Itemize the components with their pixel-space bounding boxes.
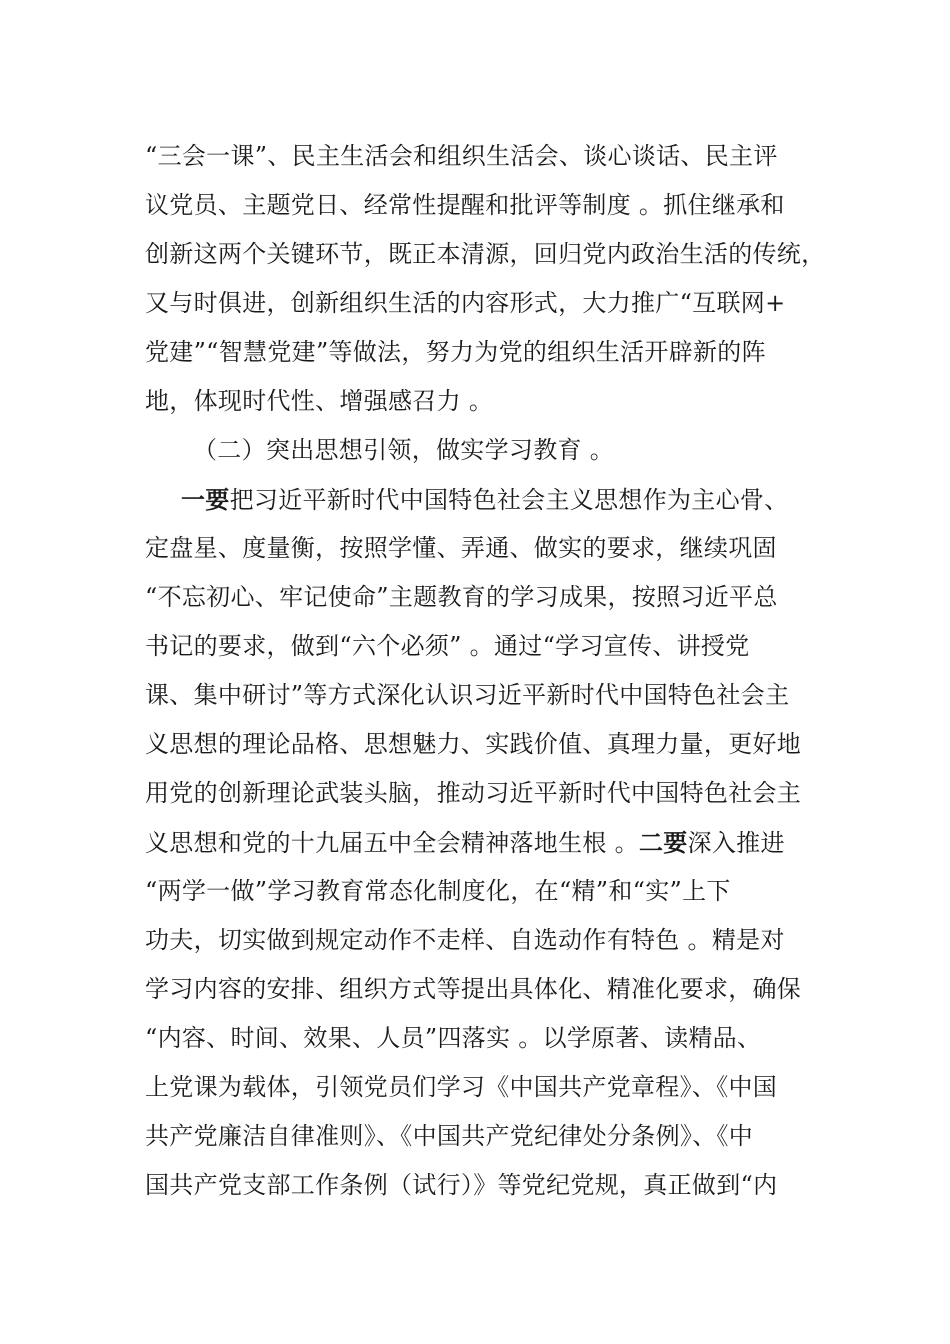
text-line: 上党课为载体，引领党员们学习《中国共产党章程》、《中国 bbox=[145, 1073, 778, 1101]
text-span: 义思想和党的十九届五中全会精神落地生根 。 bbox=[145, 829, 639, 857]
bold-lead-text: 二要 bbox=[638, 828, 688, 857]
text-line: 定盘星、度量衡，按照学懂、弄通、做实的要求，继续巩固 bbox=[145, 534, 777, 562]
text-line: “内容、时间、效果、人员”四落实 。以学原著、读精品、 bbox=[145, 1024, 762, 1052]
text-line: “不忘初心、牢记使命”主题教育的学习成果，按照习近平总 bbox=[145, 583, 778, 611]
section-heading: （二）突出思想引领，做实学习教育 。 bbox=[193, 436, 615, 464]
text-line: 创新这两个关键环节，既正本清源，回归党内政治生活的传统， bbox=[145, 240, 826, 268]
text-line: 共产党廉洁自律准则》、《中国共产党纪律处分条例》、《中 bbox=[145, 1122, 754, 1150]
text-line: 用党的创新理论武装头脑，推动习近平新时代中国特色社会主 bbox=[145, 779, 802, 807]
text-line: 功夫，切实做到规定动作不走样、自选动作有特色 。精是对 bbox=[145, 926, 785, 954]
text-span: 把习近平新时代中国特色社会主义思想作为主心骨、 bbox=[229, 486, 789, 514]
text-line: 义思想的理论品格、思想魅力、实践价值、真理力量，更好地 bbox=[145, 730, 802, 758]
document-body bbox=[145, 132, 825, 1210]
text-line: 党建”“智慧党建”等做法，努力为党的组织生活开辟新的阵 bbox=[145, 338, 766, 366]
text-line bbox=[145, 818, 825, 867]
text-line: “三会一课”、民主生活会和组织生活会、谈心谈话、民主评 bbox=[145, 142, 778, 170]
text-span: 深入推进 bbox=[687, 829, 785, 857]
text-line: “两学一做”学习教育常态化制度化，在“精”和“实”上下 bbox=[145, 877, 731, 905]
text-line: 书记的要求，做到“六个必须” 。通过“学习宣传、讲授党 bbox=[145, 632, 750, 660]
text-line: 议党员、主题党日、经常性提醒和批评等制度 。抓住继承和 bbox=[145, 191, 785, 219]
text-line: 地，体现时代性、增强感召力 。 bbox=[145, 387, 494, 415]
text-line: 课、集中研讨”等方式深化认识习近平新时代中国特色社会主 bbox=[145, 681, 790, 709]
text-line: 国共产党支部工作条例（试行）》等党纪党规，真正做到“内 bbox=[145, 1171, 778, 1199]
text-line: 学习内容的安排、组织方式等提出具体化、精准化要求，确保 bbox=[145, 975, 802, 1003]
text-line: 又与时俱进，创新组织生活的内容形式，大力推广“互联网+ bbox=[145, 289, 786, 317]
bold-lead-text: 一要 bbox=[181, 485, 230, 514]
paragraph-first-line bbox=[145, 475, 825, 524]
